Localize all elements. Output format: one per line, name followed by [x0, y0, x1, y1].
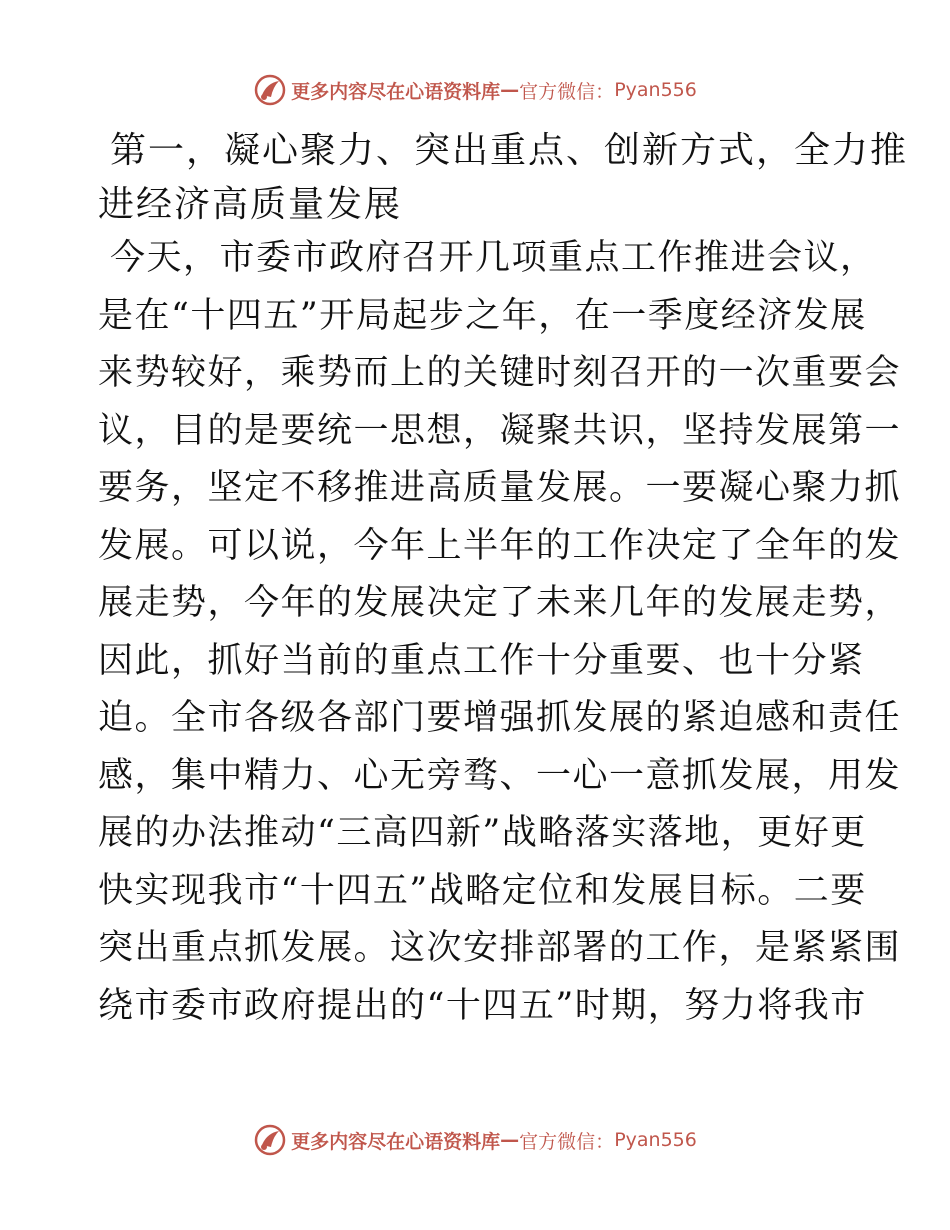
body-line: 展走势，今年的发展决定了未来几年的发展走势，: [98, 583, 902, 623]
banner-wechat-label: 官方微信：: [519, 1130, 615, 1153]
heading-line: 第一，凝心聚力、突出重点、创新方式，全力推: [110, 130, 909, 171]
body-line: 议，目的是要统一思想，凝聚共识，坚持发展第一: [98, 410, 902, 451]
body-line: 感，集中精力、心无旁骛、一心一意抓发展，用发: [98, 755, 902, 796]
body-line: 快实现我市“十四五”战略定位和发展目标。二要: [98, 870, 867, 911]
body-line: 因此，抓好当前的重点工作十分重要、也十分紧: [98, 640, 865, 681]
banner-wechat-label: 官方微信：: [519, 80, 615, 103]
body-paragraph: [98, 230, 902, 1035]
body-line: 绕市委市政府提出的“十四五”时期，努力将我市: [98, 985, 867, 1026]
footer-banner: [0, 1120, 950, 1160]
banner-wechat-id: Pyan556: [614, 79, 697, 101]
heading-line: 进经济高质量发展: [98, 184, 403, 225]
banner-separator: —: [500, 79, 520, 101]
body-line: 迫。全市各级各部门要增强抓发展的紧迫感和责任: [98, 698, 902, 738]
section-heading: [98, 124, 909, 232]
body-line: 发展。可以说，今年上半年的工作决定了全年的发: [98, 525, 902, 566]
header-banner: [0, 70, 950, 110]
body-line: 突出重点抓发展。这次安排部署的工作，是紧紧围: [98, 928, 902, 968]
body-line: 展的办法推动“三高四新”战略落实落地，更好更: [98, 813, 867, 853]
body-line: 来势较好，乘势而上的关键时刻召开的一次重要会: [98, 353, 902, 393]
banner-title: 更多内容尽在心语资料库: [291, 1130, 501, 1153]
body-line: 要务，坚定不移推进高质量发展。一要凝心聚力抓: [98, 468, 902, 508]
body-line: 是在“十四五”开局起步之年，在一季度经济发展: [98, 295, 867, 336]
banner-separator: —: [500, 1129, 520, 1151]
banner-wechat-id: Pyan556: [614, 1129, 697, 1151]
logo-icon: [253, 1123, 287, 1157]
body-line: 今天，市委市政府召开几项重点工作推进会议，: [110, 238, 877, 278]
banner-title: 更多内容尽在心语资料库: [291, 80, 501, 103]
logo-icon: [253, 73, 287, 107]
